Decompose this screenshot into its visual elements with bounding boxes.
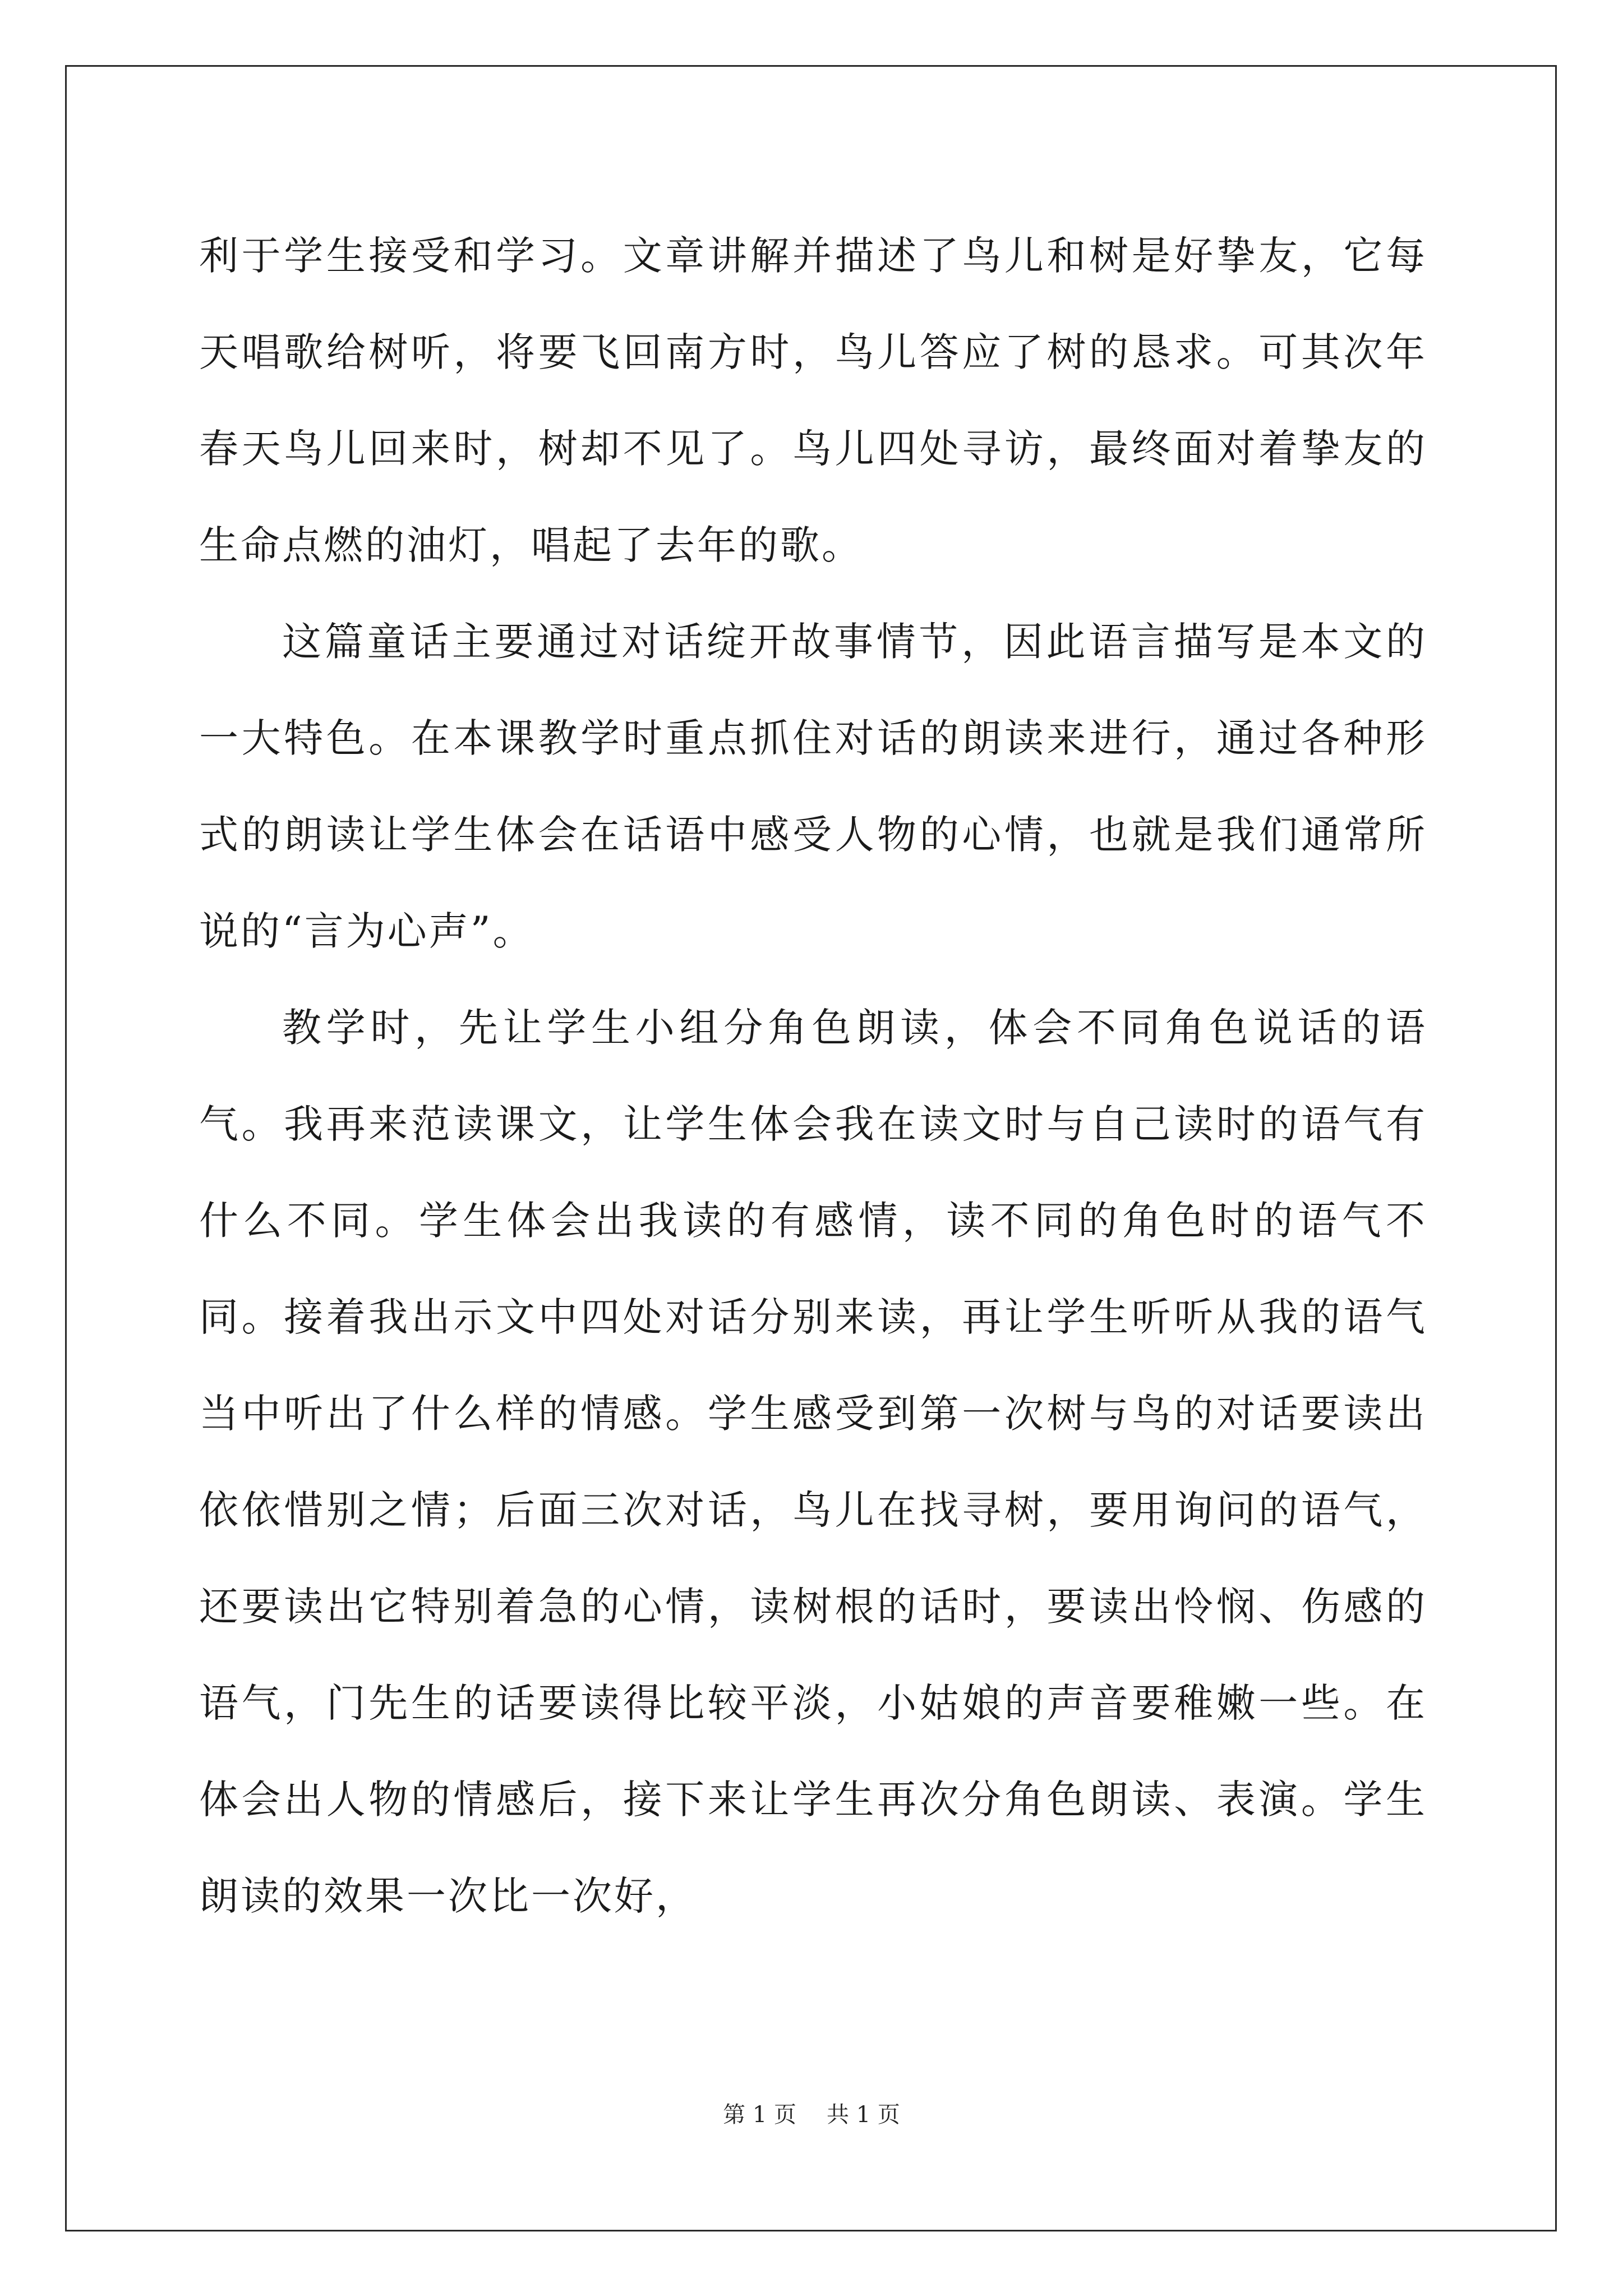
document-body (199, 208, 1427, 1944)
paragraph-1: 利于学生接受和学习。文章讲解并描述了鸟儿和树是好挚友，它每天唱歌给树听，将要飞回南方时，鸟儿答应了树的恳求。可其次年春天鸟儿回来时，树却不见了。鸟儿四处寻访，最终面对着挚友的生命点燃的油灯，唱起了去年的歌。 (199, 233, 1427, 568)
page-total: 共 1 页 (827, 2102, 900, 2128)
page-number: 第 1 页 (723, 2102, 796, 2128)
page-footer (0, 2098, 1623, 2132)
paragraph-2: 这篇童话主要通过对话绽开故事情节，因此语言描写是本文的一大特色。在本课教学时重点抓住对话的朗读来进行，通过各种形式的朗读让学生体会在话语中感受人物的心情，也就是我们通常所说的“言为心声”。 (199, 619, 1427, 954)
paragraph-3: 教学时，先让学生小组分角色朗读，体会不同角色说话的语气。我再来范读课文，让学生体会我在读文时与自己读时的语气有什么不同。学生体会出我读的有感情，读不同的角色时的语气不同。接着我出示文中四处对话分别来读，再让学生听听从我的语气当中听出了什么样的情感。学生感受到第一次树与鸟的对话要读出依依惜别之情；后面三次对话，鸟儿在找寻树，要用询问的语气，还要读出它特别着急的心情，读树根的话时，要读出怜悯、伤感的语气，门先生的话要读得比较平淡，小姑娘的声音要稚嫩一些。在体会出人物的情感后，接下来让学生再次分角色朗读、表演。学生朗读的效果一次比一次好， (199, 1005, 1427, 1919)
